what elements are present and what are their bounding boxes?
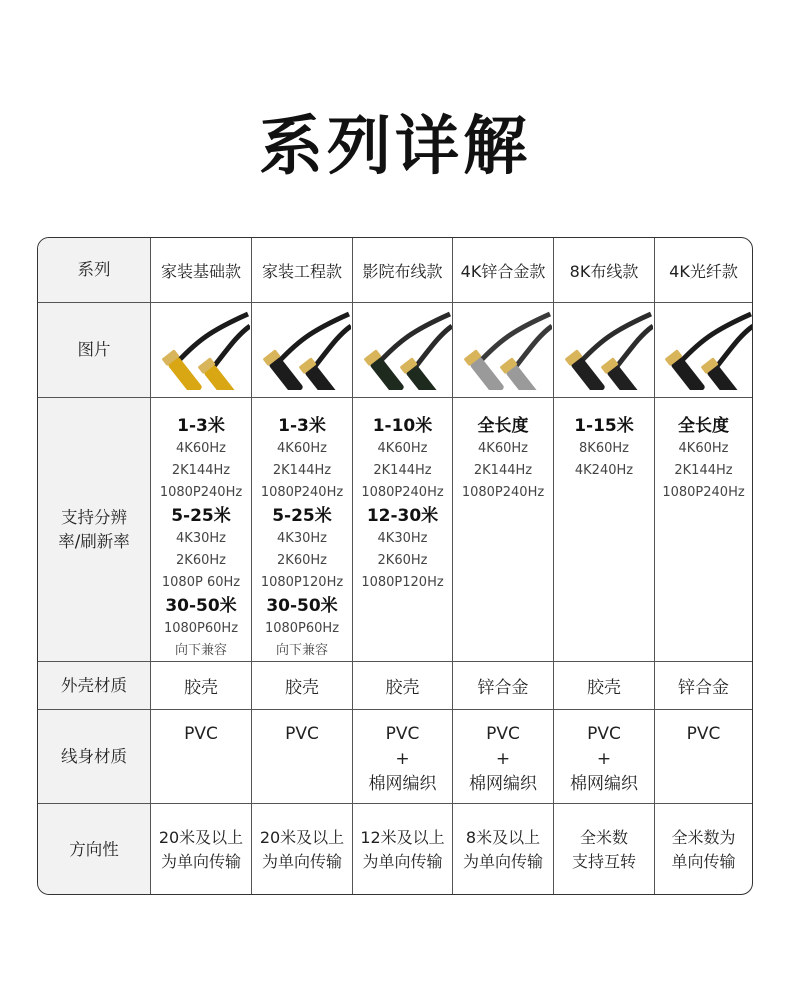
direction-line: 20米及以上: [158, 828, 244, 847]
resolution-spec: 2K144Hz: [171, 463, 231, 478]
series-row: [38, 238, 752, 303]
direction-info: [655, 804, 752, 895]
jacket-material: [554, 710, 655, 803]
resolution-spec: 1080P120Hz: [361, 575, 444, 590]
resolution-spec: 4K30Hz: [176, 531, 226, 546]
hdmi-connector: [700, 357, 752, 390]
length-range: 1-3米: [278, 416, 326, 436]
shell-material: 胶壳: [554, 662, 655, 709]
direction-line: 为单向传输: [160, 852, 241, 871]
length-range: 12-30米: [366, 506, 439, 526]
jacket-line: PVC: [184, 724, 218, 744]
resolution-spec: 1080P240Hz: [159, 485, 243, 500]
length-range: 30-50米: [266, 596, 338, 616]
page-title: 系列详解: [259, 110, 531, 184]
hdmi-connector: [601, 357, 653, 390]
resolution-cell: [554, 398, 655, 661]
spec-table: [37, 237, 753, 895]
jacket-label: 线身材质: [38, 710, 151, 803]
product-image-cell: [554, 303, 655, 397]
image-row: [38, 303, 752, 398]
hdmi-cable-8k-icon: [555, 310, 653, 390]
length-range: 全长度: [678, 416, 729, 436]
resolution-spec: 2K144Hz: [272, 463, 332, 478]
product-image-cell: [655, 303, 752, 397]
shell-material: 胶壳: [252, 662, 353, 709]
resolution-spec: 1080P60Hz: [163, 621, 239, 636]
jacket-material: [252, 710, 353, 803]
resolution-cell: [151, 398, 252, 661]
direction-line: 为单向传输: [261, 852, 342, 871]
jacket-material: [453, 710, 554, 803]
product-image-cell: [151, 303, 252, 397]
resolution-spec: 8K60Hz: [579, 441, 629, 456]
shell-material: 锌合金: [678, 678, 729, 698]
jacket-line: +: [495, 749, 511, 769]
direction-info: [554, 804, 655, 895]
length-range: 5-25米: [272, 506, 332, 526]
jacket-line: +: [596, 749, 612, 769]
direction-line: 20米及以上: [259, 828, 345, 847]
series-name: 4K光纤款: [669, 261, 738, 281]
resolution-spec: 1080P240Hz: [662, 485, 745, 500]
resolution-spec: 2K144Hz: [674, 463, 733, 478]
resolution-spec: 4K30Hz: [377, 531, 428, 546]
hdmi-connector: [299, 357, 351, 390]
jacket-line: +: [395, 749, 410, 769]
direction-label: 方向性: [38, 804, 151, 895]
resolution-spec: 2K144Hz: [373, 463, 432, 478]
shell-material-row: [38, 662, 752, 710]
direction-line: 12米及以上: [360, 828, 445, 847]
resolution-spec: 2K60Hz: [377, 553, 428, 568]
series-name: 影院布线款: [353, 238, 453, 302]
resolution-label-line: 支持分辨: [61, 507, 127, 527]
jacket-line: PVC: [486, 724, 520, 744]
length-range: 全长度: [477, 416, 529, 436]
image-label: 图片: [38, 303, 151, 397]
shell-label: 外壳材质: [38, 662, 151, 709]
jacket-line: PVC: [587, 724, 621, 744]
jacket-line: PVC: [285, 724, 319, 744]
product-image-cell: [453, 303, 554, 397]
direction-row: [38, 804, 752, 895]
series-label: 系列: [38, 238, 151, 302]
resolution-spec: 1080P60Hz: [264, 621, 340, 636]
length-range: 1-3米: [177, 416, 225, 436]
shell-material: 胶壳: [353, 662, 453, 709]
resolution-spec: 4K30Hz: [277, 531, 327, 546]
jacket-line: PVC: [686, 724, 721, 744]
jacket-line: 棉网编织: [570, 774, 638, 794]
resolution-spec: 向下兼容: [275, 643, 328, 658]
shell-material: 锌合金: [453, 662, 554, 709]
hdmi-cable-yellow-black-icon: [152, 310, 250, 390]
resolution-spec: 1080P120Hz: [260, 575, 344, 590]
resolution-label: [38, 398, 151, 661]
hdmi-connector: [500, 357, 552, 390]
resolution-spec: 1080P240Hz: [461, 485, 545, 500]
series-name: 家装基础款: [151, 238, 252, 302]
resolution-spec: 2K60Hz: [176, 553, 226, 568]
resolution-spec: 4K60Hz: [377, 441, 428, 456]
resolution-spec: 4K60Hz: [277, 441, 327, 456]
hdmi-cable-fiber-icon: [655, 310, 753, 390]
direction-info: [151, 804, 252, 895]
resolution-spec: 4K240Hz: [574, 463, 634, 478]
resolution-cell: [453, 398, 554, 661]
length-range: 30-50米: [165, 596, 237, 616]
series-name: 4K锌合金款: [453, 238, 554, 302]
jacket-material: [655, 710, 752, 803]
product-image-cell: [252, 303, 353, 397]
product-image-cell: [353, 303, 453, 397]
direction-line: 全米数为: [671, 828, 736, 847]
resolution-cell: [655, 398, 752, 661]
resolution-row: [38, 398, 752, 662]
jacket-line: 棉网编织: [368, 774, 437, 794]
resolution-spec: 2K144Hz: [473, 463, 533, 478]
resolution-label-line: 率/刷新率: [58, 531, 130, 551]
resolution-cell: [353, 398, 453, 661]
resolution-cell: [252, 398, 353, 661]
direction-info: [453, 804, 554, 895]
length-range: 1-15米: [574, 416, 634, 436]
jacket-material-row: [38, 710, 752, 804]
resolution-spec: 1080P 60Hz: [161, 575, 241, 590]
jacket-line: 棉网编织: [469, 774, 537, 794]
direction-line: 为单向传输: [362, 852, 443, 871]
jacket-material: [151, 710, 252, 803]
direction-line: 单向传输: [671, 852, 736, 871]
direction-line: 支持互转: [571, 852, 636, 871]
hdmi-cable-green-icon: [354, 310, 452, 390]
direction-line: 全米数: [579, 828, 628, 847]
resolution-spec: 向下兼容: [174, 643, 227, 658]
resolution-spec: 1080P240Hz: [260, 485, 344, 500]
direction-info: [252, 804, 353, 895]
hdmi-connector: [399, 357, 451, 390]
jacket-material: [353, 710, 453, 803]
length-range: 5-25米: [171, 506, 231, 526]
series-name: 8K布线款: [554, 238, 655, 302]
jacket-line: PVC: [385, 724, 420, 744]
direction-info: [353, 804, 453, 895]
hdmi-cable-black-icon: [253, 310, 351, 390]
resolution-spec: 1080P240Hz: [361, 485, 444, 500]
series-name: 家装工程款: [252, 238, 353, 302]
direction-line: 8米及以上: [465, 828, 541, 847]
shell-material: 胶壳: [151, 662, 252, 709]
direction-line: 为单向传输: [462, 852, 543, 871]
hdmi-cable-metal-icon: [454, 310, 552, 390]
length-range: 1-10米: [372, 416, 433, 436]
resolution-spec: 4K60Hz: [478, 441, 528, 456]
resolution-spec: 4K60Hz: [678, 441, 729, 456]
resolution-spec: 4K60Hz: [176, 441, 226, 456]
hdmi-connector: [198, 357, 250, 390]
resolution-spec: 2K60Hz: [277, 553, 327, 568]
